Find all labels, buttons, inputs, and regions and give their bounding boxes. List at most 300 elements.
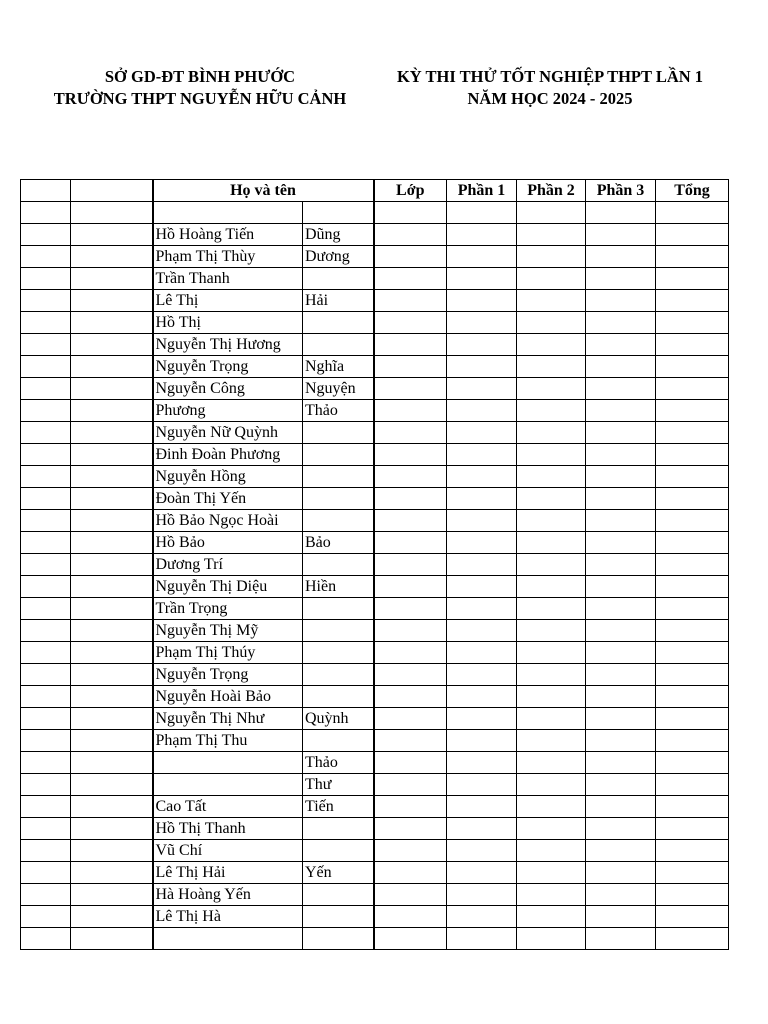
- part-3-cell: [586, 334, 656, 356]
- part-2-cell: [517, 268, 586, 290]
- code-cell: [71, 224, 153, 246]
- total-cell: [656, 752, 729, 774]
- last-name-cell: Nguyễn Trọng: [153, 356, 303, 378]
- stt-cell: [21, 312, 71, 334]
- last-name-cell: Nguyễn Thị Hương: [153, 334, 303, 356]
- total-cell: [656, 906, 729, 928]
- part-2-cell: [517, 554, 586, 576]
- total-cell: [656, 290, 729, 312]
- part-3-cell: [586, 290, 656, 312]
- part-1-cell: [447, 862, 517, 884]
- stt-cell: [21, 620, 71, 642]
- header-part-1: Phần 1: [447, 180, 517, 202]
- code-cell: [71, 576, 153, 598]
- stt-cell: [21, 444, 71, 466]
- code-cell: [71, 752, 153, 774]
- code-cell: [71, 862, 153, 884]
- part-1-cell: [447, 246, 517, 268]
- part-1-cell: [447, 598, 517, 620]
- first-name-cell: [303, 730, 374, 752]
- last-name-cell: Nguyễn Hồng: [153, 466, 303, 488]
- part-2-cell: [517, 818, 586, 840]
- class-cell: [374, 884, 447, 906]
- stt-cell: [21, 422, 71, 444]
- first-name-cell: [303, 488, 374, 510]
- code-cell: [71, 312, 153, 334]
- code-cell: [71, 664, 153, 686]
- stt-cell: [21, 708, 71, 730]
- class-cell: [374, 224, 447, 246]
- first-name-cell: Nguyện: [303, 378, 374, 400]
- part-1-cell: [447, 906, 517, 928]
- part-2-cell: [517, 884, 586, 906]
- first-name-cell: [303, 642, 374, 664]
- total-cell: [656, 510, 729, 532]
- code-cell: [71, 334, 153, 356]
- class-cell: [374, 664, 447, 686]
- part-3-cell: [586, 510, 656, 532]
- stt-cell: [21, 796, 71, 818]
- first-name-cell: [303, 422, 374, 444]
- stt-cell: [21, 774, 71, 796]
- class-cell: [374, 620, 447, 642]
- part-3-cell: [586, 708, 656, 730]
- total-cell: [656, 246, 729, 268]
- class-cell: [374, 356, 447, 378]
- code-cell: [71, 444, 153, 466]
- class-cell: [374, 752, 447, 774]
- part-2-cell: [517, 290, 586, 312]
- last-name-cell: Nguyễn Trọng: [153, 664, 303, 686]
- total-cell: [656, 664, 729, 686]
- score-table: [20, 179, 729, 950]
- code-cell: [71, 400, 153, 422]
- first-name-cell: [303, 818, 374, 840]
- part-3-cell: [586, 906, 656, 928]
- part-1-cell: [447, 840, 517, 862]
- part-2-cell: [517, 312, 586, 334]
- part-2-cell: [517, 774, 586, 796]
- stt-cell: [21, 532, 71, 554]
- part-2-cell: [517, 510, 586, 532]
- header-total: Tổng: [656, 180, 729, 202]
- code-cell: [71, 268, 153, 290]
- table-row: [21, 752, 729, 774]
- part-2-cell: [517, 928, 586, 950]
- part-3-cell: [586, 378, 656, 400]
- school-year: NĂM HỌC 2024 - 2025: [467, 89, 633, 108]
- table-row: [21, 686, 729, 708]
- part-2-cell: [517, 246, 586, 268]
- part-1-cell: [447, 356, 517, 378]
- table-row: [21, 730, 729, 752]
- stt-cell: [21, 488, 71, 510]
- last-name-cell: Lê Thị: [153, 290, 303, 312]
- code-cell: [71, 422, 153, 444]
- part-3-cell: [586, 422, 656, 444]
- class-cell: [374, 422, 447, 444]
- exam-header: [370, 66, 730, 110]
- part-1-cell: [447, 466, 517, 488]
- part-3-cell: [586, 884, 656, 906]
- part-1-cell: [447, 928, 517, 950]
- table-row: [21, 334, 729, 356]
- last-name-cell: Phạm Thị Thùy: [153, 246, 303, 268]
- stt-cell: [21, 598, 71, 620]
- stt-cell: [21, 400, 71, 422]
- stt-cell: [21, 664, 71, 686]
- part-3-cell: [586, 554, 656, 576]
- first-name-cell: Thư: [303, 774, 374, 796]
- first-name-cell: [303, 840, 374, 862]
- department-name: SỞ GD-ĐT BÌNH PHƯỚC: [104, 67, 296, 86]
- part-2-cell: [517, 576, 586, 598]
- first-name-cell: [303, 906, 374, 928]
- first-name-cell: Dũng: [303, 224, 374, 246]
- part-2-cell: [517, 488, 586, 510]
- total-cell: [656, 400, 729, 422]
- first-name-cell: [303, 620, 374, 642]
- part-2-cell: [517, 356, 586, 378]
- table-row: [21, 224, 729, 246]
- last-name-cell: [153, 752, 303, 774]
- code-cell: [71, 356, 153, 378]
- class-cell: [374, 708, 447, 730]
- table-row: [21, 510, 729, 532]
- class-cell: [374, 378, 447, 400]
- table-row: [21, 554, 729, 576]
- first-name-cell: Quỳnh: [303, 708, 374, 730]
- first-name-cell: Dương: [303, 246, 374, 268]
- exam-title: KỲ THI THỬ TỐT NGHIỆP THPT LẦN 1: [396, 67, 704, 86]
- part-3-cell: [586, 312, 656, 334]
- header-class: Lớp: [374, 180, 447, 202]
- first-name-cell: [303, 664, 374, 686]
- part-2-cell: [517, 334, 586, 356]
- last-name-cell: Phạm Thị Thúy: [153, 642, 303, 664]
- class-cell: [374, 532, 447, 554]
- table-row: [21, 466, 729, 488]
- part-3-cell: [586, 928, 656, 950]
- last-name-cell: [153, 774, 303, 796]
- code-cell: [71, 796, 153, 818]
- last-name-cell: Trần Trọng: [153, 598, 303, 620]
- stt-cell: [21, 554, 71, 576]
- code-cell: [71, 554, 153, 576]
- class-cell: [374, 554, 447, 576]
- header-part-2: Phần 2: [517, 180, 586, 202]
- stt-cell: [21, 510, 71, 532]
- first-name-cell: [303, 554, 374, 576]
- header-cell-blank: [21, 180, 71, 202]
- total-cell: [656, 312, 729, 334]
- table-row: [21, 378, 729, 400]
- last-name-cell: Lê Thị Hải: [153, 862, 303, 884]
- part-2-cell: [517, 400, 586, 422]
- first-name-cell: [303, 884, 374, 906]
- class-cell: [374, 906, 447, 928]
- total-cell: [656, 642, 729, 664]
- last-name-cell: Phạm Thị Thu: [153, 730, 303, 752]
- part-3-cell: [586, 444, 656, 466]
- part-1-cell: [447, 290, 517, 312]
- table-row: [21, 202, 729, 224]
- code-cell: [71, 488, 153, 510]
- class-cell: [374, 928, 447, 950]
- part-1-cell: [447, 378, 517, 400]
- last-name-cell: Nguyễn Thị Diệu: [153, 576, 303, 598]
- table-row: [21, 246, 729, 268]
- part-3-cell: [586, 620, 656, 642]
- first-name-cell: [303, 444, 374, 466]
- part-1-cell: [447, 796, 517, 818]
- last-name-cell: Lê Thị Hà: [153, 906, 303, 928]
- stt-cell: [21, 356, 71, 378]
- table-row: [21, 884, 729, 906]
- stt-cell: [21, 378, 71, 400]
- code-cell: [71, 466, 153, 488]
- stt-cell: [21, 268, 71, 290]
- part-1-cell: [447, 884, 517, 906]
- part-2-cell: [517, 422, 586, 444]
- header-cell-blank: [71, 180, 153, 202]
- first-name-cell: Tiến: [303, 796, 374, 818]
- part-2-cell: [517, 532, 586, 554]
- stt-cell: [21, 202, 71, 224]
- total-cell: [656, 840, 729, 862]
- code-cell: [71, 378, 153, 400]
- total-cell: [656, 928, 729, 950]
- class-cell: [374, 774, 447, 796]
- total-cell: [656, 818, 729, 840]
- table-row: [21, 356, 729, 378]
- code-cell: [71, 708, 153, 730]
- part-1-cell: [447, 642, 517, 664]
- last-name-cell: Nguyễn Hoài Bảo: [153, 686, 303, 708]
- first-name-cell: Thảo: [303, 752, 374, 774]
- total-cell: [656, 598, 729, 620]
- first-name-cell: Yến: [303, 862, 374, 884]
- total-cell: [656, 730, 729, 752]
- part-2-cell: [517, 444, 586, 466]
- table-row: [21, 796, 729, 818]
- part-2-cell: [517, 840, 586, 862]
- class-cell: [374, 510, 447, 532]
- first-name-cell: [303, 268, 374, 290]
- stt-cell: [21, 642, 71, 664]
- table-row: [21, 290, 729, 312]
- table-row: [21, 664, 729, 686]
- total-cell: [656, 708, 729, 730]
- class-cell: [374, 290, 447, 312]
- part-2-cell: [517, 708, 586, 730]
- class-cell: [374, 598, 447, 620]
- code-cell: [71, 620, 153, 642]
- stt-cell: [21, 730, 71, 752]
- part-2-cell: [517, 466, 586, 488]
- part-1-cell: [447, 312, 517, 334]
- last-name-cell: Vũ Chí: [153, 840, 303, 862]
- total-cell: [656, 884, 729, 906]
- table-row: [21, 598, 729, 620]
- class-cell: [374, 862, 447, 884]
- code-cell: [71, 598, 153, 620]
- last-name-cell: Dương Trí: [153, 554, 303, 576]
- header-name: Họ và tên: [153, 180, 374, 202]
- part-1-cell: [447, 576, 517, 598]
- total-cell: [656, 774, 729, 796]
- part-3-cell: [586, 598, 656, 620]
- table-row: [21, 818, 729, 840]
- last-name-cell: Nguyễn Công: [153, 378, 303, 400]
- first-name-cell: [303, 928, 374, 950]
- stt-cell: [21, 686, 71, 708]
- code-cell: [71, 774, 153, 796]
- part-1-cell: [447, 664, 517, 686]
- part-1-cell: [447, 400, 517, 422]
- part-3-cell: [586, 686, 656, 708]
- part-1-cell: [447, 620, 517, 642]
- part-3-cell: [586, 796, 656, 818]
- stt-cell: [21, 224, 71, 246]
- school-header: [20, 66, 380, 110]
- stt-cell: [21, 818, 71, 840]
- code-cell: [71, 818, 153, 840]
- part-1-cell: [447, 444, 517, 466]
- stt-cell: [21, 928, 71, 950]
- class-cell: [374, 334, 447, 356]
- code-cell: [71, 532, 153, 554]
- table-row: [21, 422, 729, 444]
- part-2-cell: [517, 642, 586, 664]
- part-3-cell: [586, 532, 656, 554]
- code-cell: [71, 202, 153, 224]
- part-2-cell: [517, 796, 586, 818]
- last-name-cell: Hồ Thị: [153, 312, 303, 334]
- table-row: [21, 708, 729, 730]
- total-cell: [656, 224, 729, 246]
- part-2-cell: [517, 224, 586, 246]
- class-cell: [374, 818, 447, 840]
- part-1-cell: [447, 774, 517, 796]
- first-name-cell: [303, 510, 374, 532]
- class-cell: [374, 444, 447, 466]
- part-3-cell: [586, 268, 656, 290]
- part-3-cell: [586, 840, 656, 862]
- total-cell: [656, 356, 729, 378]
- table-row: [21, 840, 729, 862]
- stt-cell: [21, 906, 71, 928]
- part-2-cell: [517, 906, 586, 928]
- last-name-cell: Đoàn Thị Yến: [153, 488, 303, 510]
- part-3-cell: [586, 752, 656, 774]
- first-name-cell: [303, 312, 374, 334]
- part-2-cell: [517, 620, 586, 642]
- total-cell: [656, 576, 729, 598]
- first-name-cell: Hải: [303, 290, 374, 312]
- part-1-cell: [447, 488, 517, 510]
- code-cell: [71, 928, 153, 950]
- code-cell: [71, 290, 153, 312]
- stt-cell: [21, 466, 71, 488]
- part-3-cell: [586, 642, 656, 664]
- code-cell: [71, 510, 153, 532]
- table-row: [21, 576, 729, 598]
- total-cell: [656, 686, 729, 708]
- last-name-cell: Cao Tất: [153, 796, 303, 818]
- table-header-row: [21, 180, 729, 202]
- total-cell: [656, 422, 729, 444]
- last-name-cell: Phương: [153, 400, 303, 422]
- part-2-cell: [517, 378, 586, 400]
- class-cell: [374, 686, 447, 708]
- table-row: [21, 774, 729, 796]
- total-cell: [656, 466, 729, 488]
- total-cell: [656, 488, 729, 510]
- part-1-cell: [447, 554, 517, 576]
- table-row: [21, 928, 729, 950]
- class-cell: [374, 466, 447, 488]
- part-2-cell: [517, 862, 586, 884]
- first-name-cell: Bảo: [303, 532, 374, 554]
- code-cell: [71, 884, 153, 906]
- class-cell: [374, 796, 447, 818]
- last-name-cell: [153, 928, 303, 950]
- first-name-cell: Thảo: [303, 400, 374, 422]
- table-row: [21, 268, 729, 290]
- class-cell: [374, 246, 447, 268]
- part-2-cell: [517, 686, 586, 708]
- class-cell: [374, 642, 447, 664]
- part-3-cell: [586, 730, 656, 752]
- part-1-cell: [447, 686, 517, 708]
- part-3-cell: [586, 664, 656, 686]
- total-cell: [656, 796, 729, 818]
- last-name-cell: [153, 202, 303, 224]
- total-cell: [656, 268, 729, 290]
- total-cell: [656, 444, 729, 466]
- class-cell: [374, 312, 447, 334]
- part-1-cell: [447, 818, 517, 840]
- total-cell: [656, 334, 729, 356]
- last-name-cell: Hồ Bảo Ngọc Hoài: [153, 510, 303, 532]
- last-name-cell: Hồ Bảo: [153, 532, 303, 554]
- total-cell: [656, 620, 729, 642]
- part-1-cell: [447, 730, 517, 752]
- part-2-cell: [517, 598, 586, 620]
- part-2-cell: [517, 730, 586, 752]
- table-row: [21, 906, 729, 928]
- stt-cell: [21, 290, 71, 312]
- last-name-cell: Nguyễn Thị Như: [153, 708, 303, 730]
- total-cell: [656, 532, 729, 554]
- first-name-cell: Nghĩa: [303, 356, 374, 378]
- total-cell: [656, 202, 729, 224]
- last-name-cell: Đinh Đoàn Phương: [153, 444, 303, 466]
- code-cell: [71, 642, 153, 664]
- class-cell: [374, 400, 447, 422]
- class-cell: [374, 488, 447, 510]
- first-name-cell: [303, 466, 374, 488]
- part-3-cell: [586, 466, 656, 488]
- stt-cell: [21, 862, 71, 884]
- header-part-3: Phần 3: [586, 180, 656, 202]
- stt-cell: [21, 840, 71, 862]
- part-1-cell: [447, 268, 517, 290]
- part-3-cell: [586, 202, 656, 224]
- stt-cell: [21, 884, 71, 906]
- total-cell: [656, 378, 729, 400]
